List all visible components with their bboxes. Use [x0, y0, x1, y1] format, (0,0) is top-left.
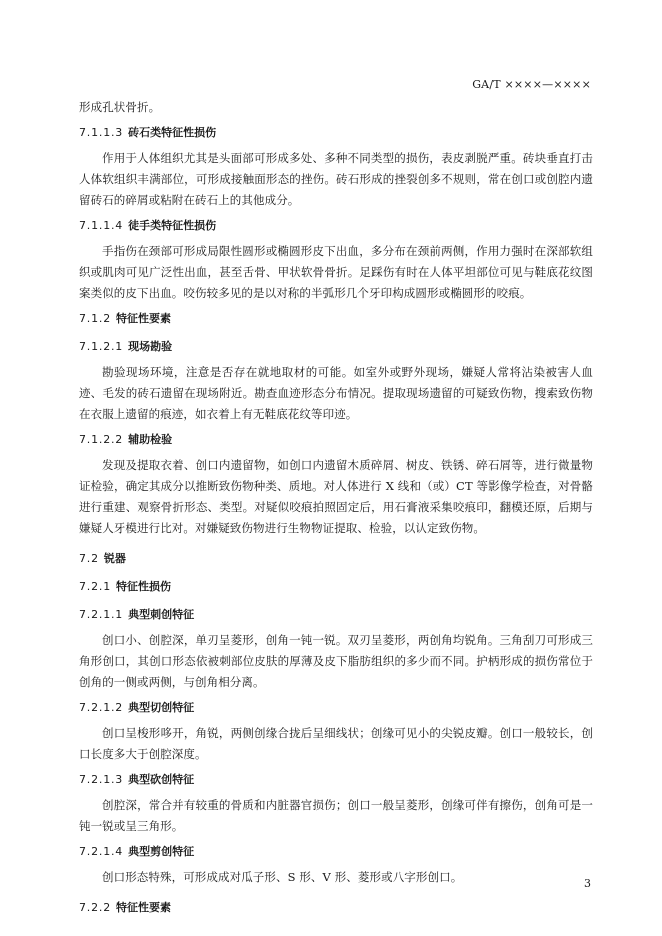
section-title: 砖石类特征性损伤 — [128, 126, 217, 139]
section-number: 7.2.1.3 — [79, 773, 124, 786]
section-heading — [79, 218, 593, 234]
section-number: 7.2.1.2 — [79, 701, 124, 714]
section-number: 7.1.2.2 — [79, 433, 124, 446]
section-body: 创口小、创腔深，单刃呈菱形，创角一钝一锐。双刃呈菱形，两创角均锐角。三角刮刀可形成三角形创口，其创口形态依被刺部位皮肤的厚薄及皮下脂肪组织的多少而不同。护柄形成的损伤常位于创角的一侧或两侧，与创角相分离。 — [79, 633, 593, 689]
section-title: 典型切创特征 — [128, 701, 195, 714]
section-heading — [79, 125, 593, 141]
section-title: 特征性损伤 — [116, 580, 171, 593]
continuation-paragraph: 形成孔状骨折。 — [79, 100, 161, 114]
section-heading — [79, 900, 593, 916]
section-number: 7.1.2 — [79, 312, 111, 325]
section-heading — [79, 311, 593, 327]
section-body: 创口呈梭形哆开，角锐，两侧创缘合拢后呈细线状；创缘可见小的尖锐皮瓣。创口一般较长，创口长度多大于创腔深度。 — [79, 726, 593, 761]
section-heading — [79, 772, 593, 788]
section-body: 勘验现场环境，注意是否存在就地取材的可能。如室外或野外现场，嫌疑人常将沾染被害人血迹、毛发的砖石遗留在现场附近。勘查血迹形态分布情况。提取现场遗留的可疑致伤物，搜索致伤物在衣服上遗留的痕迹，如衣着上有无鞋底花纹等印迹。 — [79, 365, 593, 421]
section-number: 7.1.2.1 — [79, 340, 124, 353]
section-heading — [79, 844, 593, 860]
section-heading — [79, 339, 593, 355]
section-body: 手指伤在颈部可形成局限性圆形或椭圆形皮下出血，多分布在颈前两侧，作用力强时在深部软组织或肌肉可见广泛性出血，甚至舌骨、甲状软骨骨折。足踩伤有时在人体平坦部位可见与鞋底花纹图案类似的皮下出血。咬伤较多见的是以对称的半弧形几个牙印构成圆形或椭圆形的咬痕。 — [79, 244, 593, 300]
section-body: 创腔深，常合并有较重的骨质和内脏器官损伤；创口一般呈菱形，创缘可伴有擦伤，创角可是一钝一锐或呈三角形。 — [79, 798, 593, 833]
section-number: 7.1.1.4 — [79, 219, 124, 232]
section-title: 典型剪创特征 — [128, 845, 195, 858]
section-title: 辅助检验 — [128, 433, 173, 446]
section-number: 7.2.2 — [79, 901, 111, 914]
section-title: 现场勘验 — [128, 340, 173, 353]
section-heading — [79, 579, 593, 595]
section-heading — [79, 551, 593, 567]
section-number: 7.2.1 — [79, 580, 111, 593]
section-title: 锐器 — [103, 552, 126, 565]
section-heading — [79, 607, 593, 623]
section-heading — [79, 700, 593, 716]
section-body: 创口形态特殊，可形成成对瓜子形、S 形、V 形、菱形或八字形创口。 — [102, 870, 463, 884]
section-title: 典型刺创特征 — [128, 608, 195, 621]
page-number: 3 — [584, 877, 591, 890]
section-number: 7.2 — [79, 552, 99, 565]
section-number: 7.1.1.3 — [79, 126, 124, 139]
section-number: 7.2.1.4 — [79, 845, 124, 858]
section-body: 作用于人体组织尤其是头面部可形成多处、多种不同类型的损伤，表皮剥脱严重。砖块垂直打击人体软组织丰满部位，可形成接触面形态的挫伤。砖石形成的挫裂创多不规则，常在创口或创腔内遗留砖石的碎屑或粘附在砖石上的其他成分。 — [79, 151, 593, 207]
section-heading — [79, 432, 593, 448]
section-title: 典型砍创特征 — [128, 773, 195, 786]
section-title: 徒手类特征性损伤 — [128, 219, 217, 232]
section-number: 7.2.1.1 — [79, 608, 124, 621]
section-title: 特征性要素 — [116, 901, 171, 914]
page-content — [79, 97, 593, 916]
doc-code-header: GA/T ××××—×××× — [472, 78, 591, 91]
section-body: 发现及提取衣着、创口内遗留物，如创口内遗留木质碎屑、树皮、铁锈、碎石屑等，进行微量物证检验，确定其成分以推断致伤物种类、质地。对人体进行 X 线和（或）CT 等影像学检查，对骨骼进行重建、观察骨折形态、类型。对疑似咬痕拍照固定后，用石膏液采集咬痕印，翻模还原，后期与嫌疑人牙模进行比对。对嫌疑致伤物进行生物物证提取、检验，以认定致伤物。 — [79, 458, 593, 535]
section-title: 特征性要素 — [116, 312, 171, 325]
